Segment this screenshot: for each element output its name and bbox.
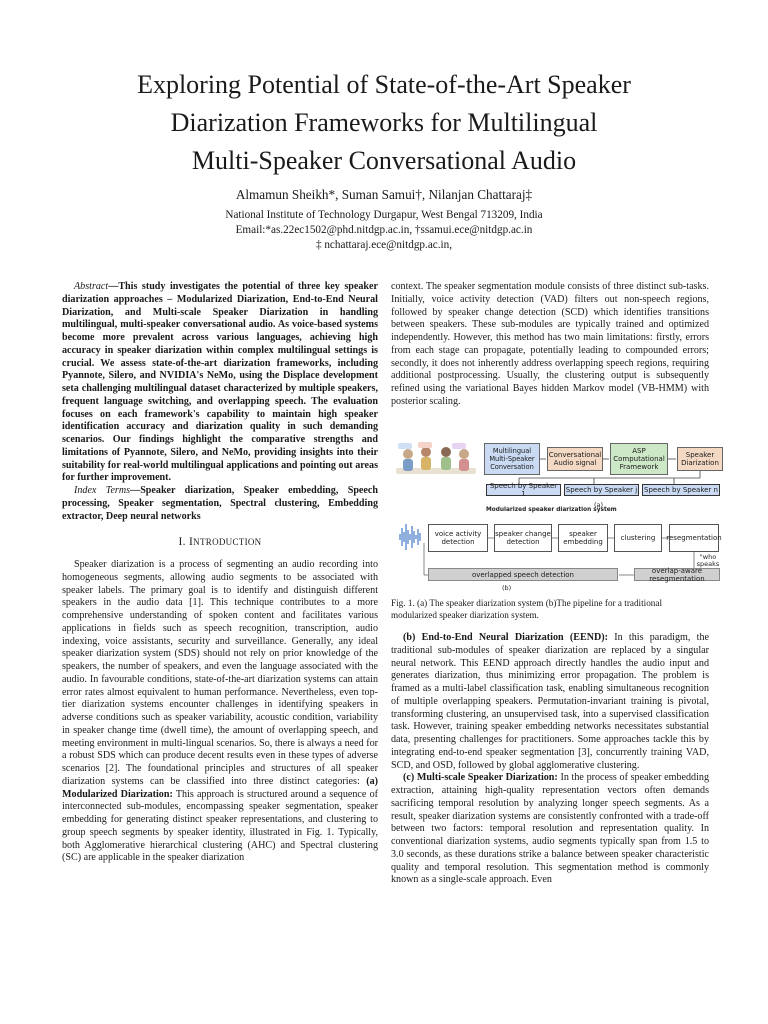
segmentation-paragraph: context. The speaker segmentation module consists of three distinct sub-tasks. Initially, voice activity detection (VAD) filters out non-speech regions, followed by speaker change detection (SCD) which identifies transitions between speakers. These sub-modules are typically trained and optimized independently. However, this method has two main limitations: firstly, errors from each stage can propagate, potentially leading to compounded errors; secondly, it does not inherently address overlapping speech regions, requiring additional postprocessing. Usually, the clustering output is subsequently refined using the variational Bayes hidden Markov model (VB-HMM) with posterior scaling. bbox=[391, 281, 709, 407]
pipeline-vad: voice activity detection bbox=[428, 524, 488, 552]
speaker-j-bar: Speech by Speaker j bbox=[565, 486, 638, 494]
right-column-top bbox=[391, 281, 709, 409]
intro-text: Speaker diarization is a process of segmenting an audio recording into homogeneous segments, allowing audio segments to be associated with speaker labels. The primary goal is to identify and distinguish different speakers in the audio data [1]. This technique contributes to a more comprehensive understanding of spoken content and facilitates various applications in fields such as speech recognition, transcription, audio indexing, voice assistants, security and surveillance. Generally, any ideal speaker diarization system (SDS) should not rely on prior knowledge of the speakers, the number of speakers, and even the language associated with the audio. In favourable conditions, state-of-the-art diarization systems can attain error rates almost equivalent to human performance. Nevertheless, even top-tier diarization systems encounter challenges in identifying speakers in adverse conditions such as speaker variability, acoustic condition, variability in speaker change time (dwell time), the amount of overlapping speech, and meeting environment in multi-lingual scenarios. So, there is always a need for a robust SDS which can produce decent results even in these types of adverse scenarios [2]. The foundational principles and structures of all speaker diarization systems can be classified into three distinct categories: bbox=[62, 559, 378, 787]
index-terms-text: —Speaker diarization, Speaker embedding, Speech processing, Speaker segmentation, Spectral clustering, Embedding extractor, Deep neural networks bbox=[62, 485, 378, 522]
figure-1 bbox=[394, 438, 722, 618]
msdd-paragraph bbox=[391, 772, 709, 887]
overlap-aware-resegmentation: overlap-aware resegmentation bbox=[634, 568, 720, 581]
pipeline-embedding: speaker embedding bbox=[558, 524, 608, 552]
left-column bbox=[62, 281, 378, 865]
pipeline-title: Modularized speaker diarization system bbox=[486, 507, 617, 513]
right-column-bottom bbox=[391, 632, 709, 887]
paper-title bbox=[40, 66, 728, 180]
title-line: Multi-Speaker Conversational Audio bbox=[191, 146, 577, 175]
waveform-icon bbox=[398, 522, 424, 552]
eend-paragraph bbox=[391, 632, 709, 772]
intro-tail: This approach is structured around a sequence of interconnected sub-modules, encompassing speaker segmentation, speaker embedding for generating distinct speaker representations, and clustering to group speech segments by speaker identity, illustrated in Fig. 1. Typically, both Agglomerative hierarchical clustering (AHC) and Spectral clustering (SC) are applicable in the speaker diarization bbox=[62, 788, 378, 864]
box-conversational-audio: Conversational Audio signal bbox=[547, 447, 603, 471]
title-line: Diarization Frameworks for Multilingual bbox=[170, 108, 598, 137]
affiliation: National Institute of Technology Durgapur, West Bengal 713209, India bbox=[225, 209, 543, 221]
email-line: Email:*as.22ec1502@phd.nitdgp.ac.in, †ssamui.ece@nitdgp.ac.in bbox=[235, 224, 533, 236]
index-terms-label: Index Terms bbox=[74, 485, 131, 496]
intro-paragraph bbox=[62, 559, 378, 865]
who-speaks-when: "who speaks bbox=[696, 553, 720, 568]
box-speaker-diarization: Speaker Diarization bbox=[677, 447, 723, 471]
abstract-label: Abstract bbox=[74, 281, 109, 292]
pipeline-scd: speaker change detection bbox=[494, 524, 552, 552]
eend-text: In this paradigm, the traditional sub-modules of speaker diarization are replaced by a singular neural network. This EEND approach directly handles the audio input and generates diarization, thus minimizing error propagation. The problem is framed as a multi-label classification task, enabling simultaneous recognition of multiple overlapping speakers. Permutation-invariant training is pivotal, transforming clustering, an unsupervised task, into a supervised classification task. However, training speaker embedding networks necessitates substantial data, presenting challenges for practitioners. Some approaches tackle this by integrating end-to-end speaker segmentation [3], concurrently training VAD, SCD, and OSD, followed by global agglomerative clustering. bbox=[391, 632, 709, 771]
abstract-text: —This study investigates the potential of three key speaker diarization approaches – Modularized Diarization, End-to-End Neural Diarization, and Multi-scale Speaker Diarization in handling multilingual, multi-speaker conversational audio. As voice-based systems become more prevalent across various languages, achieving high accuracy in speaker diarization within complex multilingual settings is crucial. We assess state-of-the-art diarization frameworks, including Pyannote, Silero, and NVIDIA's NeMo, using the Displace development seta challenging multilingual dataset characterized by multiple speakers, frequent language switching, and overlapping speech. The evaluation focuses on each framework's capability to maintain high speaker identification accuracy and diarization quality in such demanding scenarios. Our findings highlight the comparative strengths and limitations of Pyannote, Silero, and NeMo, providing insights into their suitability for real-world multilingual applications and pointing out areas for further improvement. bbox=[62, 281, 378, 484]
overlapped-speech-detection: overlapped speech detection bbox=[428, 568, 618, 581]
affiliation-block bbox=[40, 208, 728, 253]
figure-caption: Fig. 1. (a) The speaker diarization system (b)The pipeline for a traditional modularized speaker diarization system. bbox=[391, 598, 663, 620]
box-multilingual-conversation: Multilingual Multi-Speaker Conversation bbox=[484, 443, 540, 475]
author-list: Almamun Sheikh*, Suman Samui†, Nilanjan Chattaraj‡ bbox=[235, 187, 533, 202]
label-a: (a) bbox=[594, 501, 604, 509]
index-terms bbox=[62, 485, 378, 523]
label-b: (b) bbox=[502, 584, 512, 592]
email-line: ‡ nchattaraj.ece@nitdgp.ac.in, bbox=[315, 239, 453, 251]
section-number: I. bbox=[178, 536, 186, 549]
section-heading bbox=[62, 536, 378, 549]
section-title: INTRODUCTION bbox=[189, 536, 262, 549]
pipeline-resegmentation: resegmentation bbox=[669, 524, 719, 552]
speaker-1-bar: Speech by Speaker 1 bbox=[486, 484, 561, 496]
speaker-n-bar: Speech by Speaker n bbox=[642, 484, 720, 496]
pipeline-clustering: clustering bbox=[614, 524, 662, 552]
box-asp-framework: ASP Computational Framework bbox=[610, 443, 668, 475]
msdd-heading: (c) Multi-scale Speaker Diarization: bbox=[403, 772, 558, 784]
modularized-heading: (a) Modularized Diarization: bbox=[62, 775, 378, 800]
eend-heading: (b) End-to-End Neural Diarization (EEND): bbox=[403, 632, 609, 643]
msdd-text: In the process of speaker embedding extraction, attaining high-quality representation vectors often demands sacrificing temporal resolution by analyzing longer speech segments. As a result, speaker diarization systems are consistently confronted with a trade-off between two factors: temporal resolution and representation quality. In conventional diarization systems, audio segments typically span from 1.5 to 3.0 seconds, as these durations strike a balance between speaker characteristic quality and temporal resolution. This segmentation method is commonly known as a single-scale approach. Even bbox=[391, 772, 709, 886]
title-line: Exploring Potential of State-of-the-Art Speaker bbox=[137, 70, 631, 99]
abstract bbox=[62, 281, 378, 485]
